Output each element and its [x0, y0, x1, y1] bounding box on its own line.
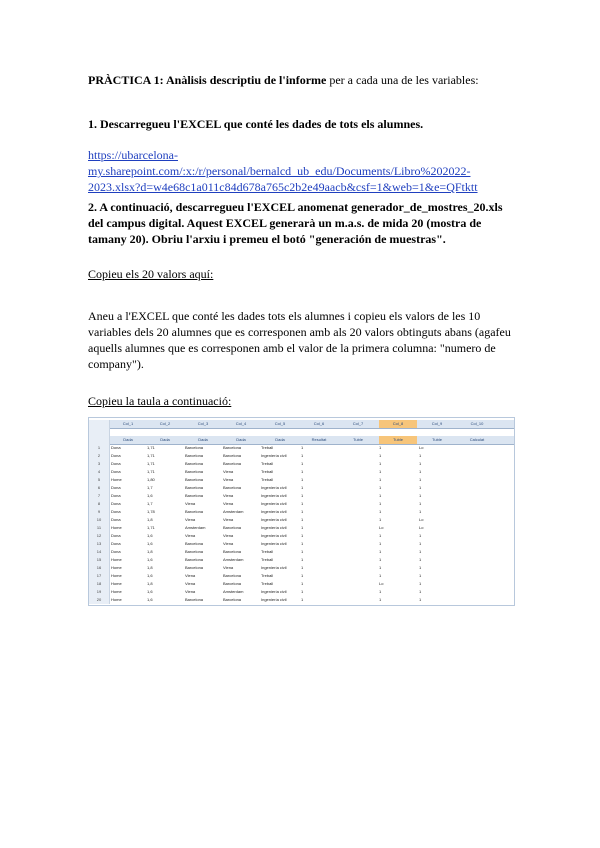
sheet-cell[interactable]: Ingeniería civil — [261, 501, 287, 506]
sheet-cell[interactable]: 1 — [301, 525, 304, 530]
row-number: 6 — [89, 484, 110, 492]
sheet-cell[interactable] — [457, 524, 497, 532]
sheet-data-row — [89, 532, 514, 540]
sheet-cell[interactable] — [339, 460, 377, 468]
sheet-cell[interactable]: Viena — [223, 501, 234, 506]
sheet-cell[interactable]: Treball — [261, 581, 274, 586]
row-number — [89, 420, 110, 428]
sheet-cell[interactable]: Dada — [198, 437, 208, 442]
sheet-cell[interactable]: 1 — [419, 477, 422, 482]
sheet-cell[interactable]: Tuble — [379, 436, 417, 444]
sheet-data-row — [89, 500, 514, 508]
sheet-cell[interactable]: Barcelona — [185, 453, 204, 458]
sheet-cell[interactable]: 1 — [419, 493, 422, 498]
sheet-cell[interactable]: 1,6 — [147, 557, 153, 562]
row-number: 11 — [89, 524, 110, 532]
copy-table-label: Copieu la taula a continuació: — [88, 394, 232, 408]
sheet-cell[interactable]: 1 — [301, 581, 304, 586]
sheet-cell[interactable]: Barcelona — [223, 581, 242, 586]
sheet-cell[interactable]: Ingeniería civil — [261, 533, 287, 538]
step-2-line: del campus digital. Aquest EXCEL generarà un m.a.s. de mida 20 (mostra de — [88, 216, 482, 230]
sheet-data-row — [89, 452, 514, 460]
practice-title — [88, 72, 518, 88]
sheet-cell[interactable]: Ingeniería civil — [261, 589, 287, 594]
sheet-cell[interactable]: 1 — [419, 533, 422, 538]
sheet-cell[interactable]: 1,71 — [147, 445, 155, 450]
sheet-cell[interactable]: Treball — [261, 549, 274, 554]
sheet-cell[interactable]: 1,71 — [147, 469, 155, 474]
sheet-cell[interactable] — [339, 492, 377, 500]
sheet-cell[interactable]: 1 — [301, 493, 304, 498]
sheet-cell[interactable]: Barcelona — [185, 445, 204, 450]
row-number: 1 — [89, 444, 110, 452]
sheet-data-row — [89, 524, 514, 532]
sheet-cell[interactable] — [457, 452, 497, 460]
sheet-cell[interactable] — [339, 508, 377, 516]
sheet-cell[interactable]: 1 — [301, 501, 304, 506]
sheet-cell[interactable]: 1 — [419, 501, 422, 506]
sheet-cell[interactable]: Dada — [236, 437, 246, 442]
sheet-cell[interactable]: Col_7 — [352, 421, 364, 426]
sheet-cell[interactable]: Col_1 — [122, 421, 134, 426]
sheet-cell[interactable]: 1 — [419, 581, 422, 586]
sheet-cell[interactable]: Treball — [261, 461, 274, 466]
sheet-cell[interactable] — [457, 588, 497, 596]
row-number: 13 — [89, 540, 110, 548]
row-number: 4 — [89, 468, 110, 476]
sheet-cell[interactable] — [339, 596, 377, 604]
sheet-cell[interactable]: Barcelona — [185, 469, 204, 474]
sheet-cell[interactable]: Tuble — [353, 437, 363, 442]
sheet-cell[interactable]: Amsterdam — [223, 589, 244, 594]
sheet-cell[interactable]: 1 — [301, 453, 304, 458]
row-number: 7 — [89, 492, 110, 500]
sheet-cell[interactable]: Lo — [419, 517, 424, 522]
sheet-cell[interactable]: Col_4 — [235, 421, 247, 426]
sheet-cell[interactable]: Dona — [111, 509, 121, 514]
sheet-cell[interactable]: 1 — [379, 501, 382, 506]
step-2-line: 2. A continuació, descarregueu l'EXCEL anomenat generador_de_mostres_20.xls — [88, 200, 503, 214]
sheet-cell[interactable]: Barcelona — [223, 573, 242, 578]
sheet-cell[interactable]: Resultat — [311, 437, 327, 442]
sheet-cell[interactable]: 1 — [419, 549, 422, 554]
link-line[interactable]: 2023.xlsx?d=w4e68c1a011c84d678a765c2b2e49aacb&csf=1&web=1&e=QFtktt — [88, 180, 478, 194]
row-number: 8 — [89, 500, 110, 508]
sheet-cell[interactable] — [339, 572, 377, 580]
row-number — [89, 428, 110, 436]
sheet-cell[interactable]: Ingeniería civil — [261, 509, 287, 514]
sheet-cell[interactable]: Home — [111, 597, 122, 602]
sheet-cell[interactable]: Ingeniería civil — [261, 565, 287, 570]
sheet-cell[interactable]: Dona — [111, 541, 121, 546]
instructions-paragraph — [88, 308, 518, 372]
sheet-cell[interactable]: Dona — [111, 517, 121, 522]
sheet-cell[interactable]: 1 — [301, 573, 304, 578]
sheet-cell[interactable]: 1 — [301, 469, 304, 474]
sheet-data-row — [89, 516, 514, 524]
sheet-cell[interactable] — [457, 540, 497, 548]
instructions-line: Aneu a l'EXCEL que conté les dades tots els alumnes i copieu els valors de les 10 — [88, 309, 481, 323]
row-number: 12 — [89, 532, 110, 540]
sheet-cell[interactable]: Viena — [223, 469, 234, 474]
row-number: 14 — [89, 548, 110, 556]
sheet-cell[interactable]: Viena — [185, 573, 196, 578]
sheet-cell[interactable]: Barcelona — [185, 557, 204, 562]
sheet-cell[interactable] — [457, 444, 497, 452]
sheet-data-row — [89, 540, 514, 548]
sheet-cell[interactable]: 1 — [379, 485, 382, 490]
sheet-cell[interactable] — [339, 500, 377, 508]
sheet-cell[interactable]: Viena — [223, 533, 234, 538]
sheet-cell[interactable] — [339, 516, 377, 524]
row-number: 15 — [89, 556, 110, 564]
sheet-cell[interactable]: Dona — [111, 445, 121, 450]
row-number: 19 — [89, 588, 110, 596]
sheet-cell[interactable]: Viena — [223, 477, 234, 482]
sheet-cell[interactable]: Dona — [111, 453, 121, 458]
sheet-cell[interactable] — [457, 484, 497, 492]
sheet-cell[interactable]: 1 — [419, 485, 422, 490]
sheet-cell[interactable]: 1 — [301, 533, 304, 538]
sheet-cell[interactable]: Tuble — [432, 437, 442, 442]
sheet-cell[interactable]: 1 — [419, 461, 422, 466]
sheet-cell[interactable]: Dada — [275, 437, 285, 442]
sheet-cell[interactable]: Viena — [223, 493, 234, 498]
sheet-cell[interactable]: Calculat — [469, 437, 485, 442]
step-2-line: tamany 20). Obriu l'arxiu i premeu el botó "generación de muestras". — [88, 232, 446, 246]
sheet-cell[interactable]: 1 — [379, 453, 382, 458]
row-number: 10 — [89, 516, 110, 524]
link-line[interactable]: https://ubarcelona- — [88, 148, 178, 162]
sheet-cell[interactable]: Ingeniería civil — [261, 541, 287, 546]
sheet-cell[interactable]: 1 — [379, 517, 382, 522]
row-number: 9 — [89, 508, 110, 516]
sheet-cell[interactable]: 1 — [379, 565, 382, 570]
sheet-cell[interactable] — [457, 532, 497, 540]
sheet-cell[interactable]: Viena — [223, 565, 234, 570]
sheet-cell[interactable]: 1 — [301, 461, 304, 466]
sheet-cell[interactable]: Dada — [123, 437, 133, 442]
sheet-cell[interactable] — [457, 492, 497, 500]
sheet-data-row — [89, 508, 514, 516]
row-number: 3 — [89, 460, 110, 468]
sheet-empty-row — [89, 428, 514, 436]
sheet-cell[interactable]: Col_9 — [431, 421, 443, 426]
sheet-cell[interactable]: Viena — [185, 517, 196, 522]
sheet-data-row — [89, 580, 514, 588]
sheet-cell[interactable]: Lo — [379, 581, 384, 586]
sheet-cell[interactable]: 1,71 — [147, 453, 155, 458]
sheet-cell[interactable] — [339, 556, 377, 564]
sheet-cell[interactable]: 1,7 — [147, 501, 153, 506]
sheet-cell[interactable]: 1 — [419, 541, 422, 546]
sheet-cell[interactable]: Viena — [185, 581, 196, 586]
sheet-cell[interactable]: 1 — [301, 485, 304, 490]
sheet-cell[interactable]: 1,6 — [147, 541, 153, 546]
sheet-cell[interactable]: Lo — [419, 525, 424, 530]
sheet-cell[interactable]: 1 — [301, 477, 304, 482]
row-number: 20 — [89, 596, 110, 604]
sheet-cell[interactable]: Barcelona — [185, 493, 204, 498]
sheet-cell[interactable] — [339, 484, 377, 492]
sheet-data-row — [89, 564, 514, 572]
sheet-cell[interactable]: Treball — [261, 469, 274, 474]
sheet-cell[interactable] — [457, 476, 497, 484]
sheet-cell[interactable]: Viena — [185, 501, 196, 506]
sheet-cell[interactable]: 1,8 — [147, 565, 153, 570]
sheet-cell[interactable]: 1 — [379, 445, 382, 450]
sheet-cell[interactable]: Col_8 — [379, 420, 417, 428]
sheet-cell[interactable]: 1 — [301, 549, 304, 554]
sheet-cell[interactable]: 1 — [379, 549, 382, 554]
sheet-cell[interactable]: Home — [111, 557, 122, 562]
sheet-cell[interactable]: 1,6 — [147, 533, 153, 538]
sheet-cell[interactable]: Col_6 — [313, 421, 325, 426]
row-number: 16 — [89, 564, 110, 572]
copy-values-label: Copieu els 20 valors aquí: — [88, 267, 214, 281]
sheet-cell[interactable]: Lo — [419, 445, 424, 450]
instructions-line: variables dels 20 alumnes que es corresponen amb als 20 valors obtinguts abans (agafeu — [88, 325, 511, 339]
sheet-cell[interactable]: Ingeniería civil — [261, 453, 287, 458]
sheet-cell[interactable] — [457, 460, 497, 468]
sheet-cell[interactable]: 1 — [419, 597, 422, 602]
sheet-cell[interactable]: 1 — [379, 541, 382, 546]
sheet-cell[interactable]: Dona — [111, 461, 121, 466]
sheet-cell[interactable] — [339, 588, 377, 596]
sheet-cell[interactable] — [339, 468, 377, 476]
sheet-cell[interactable]: 1,7 — [147, 485, 153, 490]
practice-title-bold: PRÀCTICA 1: Anàlisis descriptiu de l'informe — [88, 73, 327, 87]
sheet-cell[interactable]: 1 — [379, 589, 382, 594]
row-number: 17 — [89, 572, 110, 580]
instructions-line: company"). — [88, 357, 144, 371]
sheet-cell[interactable]: 1 — [301, 541, 304, 546]
sheet-cell[interactable]: Barcelona — [185, 485, 204, 490]
sheet-cell[interactable] — [457, 508, 497, 516]
sheet-cell[interactable]: Barcelona — [185, 461, 204, 466]
sheet-cell[interactable]: Ingeniería civil — [261, 493, 287, 498]
sheet-cell[interactable] — [339, 444, 377, 452]
sheet-cell[interactable]: 1 — [379, 509, 382, 514]
sheet-cell[interactable]: 1,8 — [147, 549, 153, 554]
sheet-cell[interactable]: Barcelona — [223, 461, 242, 466]
sheet-cell[interactable]: Barcelona — [223, 485, 242, 490]
sheet-cell[interactable]: 1,78 — [147, 509, 155, 514]
sheet-cell[interactable]: 1,6 — [147, 589, 153, 594]
sheet-cell[interactable]: 1 — [379, 533, 382, 538]
sheet-cell[interactable]: Home — [111, 477, 122, 482]
sheet-cell[interactable]: 1 — [379, 573, 382, 578]
spreadsheet-screenshot — [88, 417, 515, 606]
sheet-cell[interactable] — [339, 524, 377, 532]
sheet-cell[interactable]: Barcelona — [185, 549, 204, 554]
sheet-data-row — [89, 460, 514, 468]
sheet-cell[interactable]: 1 — [301, 597, 304, 602]
sheet-cell[interactable]: Barcelona — [223, 549, 242, 554]
sheet-cell[interactable] — [339, 476, 377, 484]
sheet-cell[interactable]: 1 — [419, 453, 422, 458]
sheet-cell[interactable]: Dada — [160, 437, 170, 442]
sheet-cell[interactable]: Dona — [111, 533, 121, 538]
sheet-cell[interactable] — [339, 540, 377, 548]
sheet-cell[interactable]: 1 — [301, 517, 304, 522]
sheet-cell[interactable]: Treball — [261, 477, 274, 482]
sheet-cell[interactable]: Dona — [111, 485, 121, 490]
sheet-cell[interactable]: Col_3 — [197, 421, 209, 426]
sheet-cell[interactable]: 1 — [301, 509, 304, 514]
sheet-cell[interactable] — [457, 548, 497, 556]
sheet-cell[interactable]: Dona — [111, 469, 121, 474]
sheet-cell[interactable]: Ingeniería civil — [261, 485, 287, 490]
sheet-cell[interactable]: Col_2 — [159, 421, 171, 426]
sheet-cell[interactable] — [457, 564, 497, 572]
sheet-cell[interactable]: Viena — [185, 533, 196, 538]
sheet-cell[interactable]: Home — [111, 525, 122, 530]
sheet-cell[interactable]: 1,6 — [147, 493, 153, 498]
sheet-cell[interactable]: Amsterdam — [223, 557, 244, 562]
sheet-cell[interactable]: Barcelona — [223, 525, 242, 530]
sheet-cell[interactable]: Amsterdam — [223, 509, 244, 514]
sheet-cell[interactable]: Treball — [261, 557, 274, 562]
sheet-cell[interactable]: Ingeniería civil — [261, 597, 287, 602]
sheet-cell[interactable]: Dona — [111, 549, 121, 554]
sheet-cell[interactable]: Barcelona — [185, 597, 204, 602]
sheet-data-row — [89, 492, 514, 500]
sheet-cell[interactable]: Lo — [379, 525, 384, 530]
sheet-cell[interactable]: Dona — [111, 501, 121, 506]
sheet-cell[interactable] — [339, 564, 377, 572]
sheet-cell[interactable] — [457, 596, 497, 604]
sheet-cell[interactable] — [457, 580, 497, 588]
sheet-cell[interactable]: 1 — [419, 557, 422, 562]
sheet-cell[interactable]: 1 — [419, 589, 422, 594]
sheet-data-row — [89, 572, 514, 580]
sheet-cell[interactable] — [339, 548, 377, 556]
sheet-cell[interactable] — [339, 580, 377, 588]
practice-title-rest: per a cada una de les variables: — [326, 73, 479, 87]
instructions-line: aquells alumnes que es corresponen amb el valor de la primera columna: "numero de — [88, 341, 496, 355]
sheet-cell[interactable]: 1 — [301, 557, 304, 562]
sheet-data-row — [89, 556, 514, 564]
sheet-cell[interactable] — [339, 532, 377, 540]
sheet-cell[interactable]: 1 — [379, 597, 382, 602]
sheet-data-row — [89, 484, 514, 492]
step-1-heading: 1. Descarregueu l'EXCEL que conté les dades de tots els alumnes. — [88, 117, 424, 131]
sheet-cell[interactable]: Home — [111, 581, 122, 586]
sheet-cell[interactable] — [457, 556, 497, 564]
sheet-cell[interactable]: 1,6 — [147, 597, 153, 602]
sheet-cell[interactable]: Treball — [261, 573, 274, 578]
sheet-cell[interactable]: 1 — [379, 469, 382, 474]
sheet-data-row — [89, 548, 514, 556]
sheet-cell[interactable]: Barcelona — [223, 453, 242, 458]
sheet-cell[interactable]: 1,80 — [147, 477, 155, 482]
step-2-paragraph — [88, 199, 518, 247]
sheet-data-row — [89, 588, 514, 596]
sheet-cell[interactable] — [457, 500, 497, 508]
sheet-cell[interactable]: 1 — [379, 557, 382, 562]
sheet-cell[interactable]: 1 — [301, 565, 304, 570]
sheet-cell[interactable]: Viena — [223, 541, 234, 546]
sheet-cell[interactable]: Col_5 — [274, 421, 286, 426]
sheet-cell[interactable]: Ingeniería civil — [261, 525, 287, 530]
sheet-cell[interactable]: 1 — [379, 493, 382, 498]
row-number: 2 — [89, 452, 110, 460]
sheet-cell[interactable]: Viena — [223, 517, 234, 522]
sheet-cell[interactable]: 1,8 — [147, 581, 153, 586]
sheet-cell[interactable]: Barcelona — [185, 541, 204, 546]
sheet-cell[interactable]: Barcelona — [185, 477, 204, 482]
row-number: 18 — [89, 580, 110, 588]
sheet-data-row — [89, 476, 514, 484]
row-number: 5 — [89, 476, 110, 484]
excel-link[interactable] — [88, 147, 518, 195]
sheet-cell[interactable]: Viena — [185, 589, 196, 594]
sheet-cell[interactable]: Col_10 — [470, 421, 484, 426]
sheet-cell[interactable]: 1 — [419, 565, 422, 570]
sheet-cell[interactable] — [457, 468, 497, 476]
sheet-cell[interactable]: Ingeniería civil — [261, 517, 287, 522]
sheet-cell[interactable]: 1,8 — [147, 517, 153, 522]
sheet-cell[interactable]: 1 — [419, 573, 422, 578]
sheet-cell[interactable]: 1 — [301, 445, 304, 450]
sheet-cell[interactable]: 1 — [419, 469, 422, 474]
sheet-cell[interactable]: Home — [111, 565, 122, 570]
sheet-cell[interactable]: 1,6 — [147, 573, 153, 578]
sheet-cell[interactable]: Home — [111, 573, 122, 578]
sheet-cell[interactable]: Barcelona — [185, 509, 204, 514]
sheet-cell[interactable]: 1,71 — [147, 461, 155, 466]
sheet-cell[interactable]: 1 — [379, 461, 382, 466]
sheet-cell[interactable] — [339, 452, 377, 460]
sheet-data-row — [89, 596, 514, 604]
sheet-cell[interactable]: Barcelona — [223, 597, 242, 602]
sheet-cell[interactable] — [457, 572, 497, 580]
sheet-cell[interactable]: Dona — [111, 493, 121, 498]
link-line[interactable]: my.sharepoint.com/:x:/r/personal/bernalcd_ub_edu/Documents/Libro%202022- — [88, 164, 471, 178]
sheet-data-row — [89, 468, 514, 476]
sheet-cell[interactable] — [457, 516, 497, 524]
sheet-cell[interactable]: 1 — [379, 477, 382, 482]
sheet-cell[interactable]: Home — [111, 589, 122, 594]
sheet-cell[interactable]: Barcelona — [185, 565, 204, 570]
sheet-cell[interactable]: 1 — [301, 589, 304, 594]
sheet-cell[interactable]: Amsterdam — [185, 525, 206, 530]
sheet-cell[interactable]: Barcelona — [223, 445, 242, 450]
sheet-cell[interactable]: Treball — [261, 445, 274, 450]
sheet-cell[interactable]: 1,71 — [147, 525, 155, 530]
row-number — [89, 436, 110, 444]
sheet-cell[interactable]: 1 — [419, 509, 422, 514]
sheet-data-row — [89, 444, 514, 452]
